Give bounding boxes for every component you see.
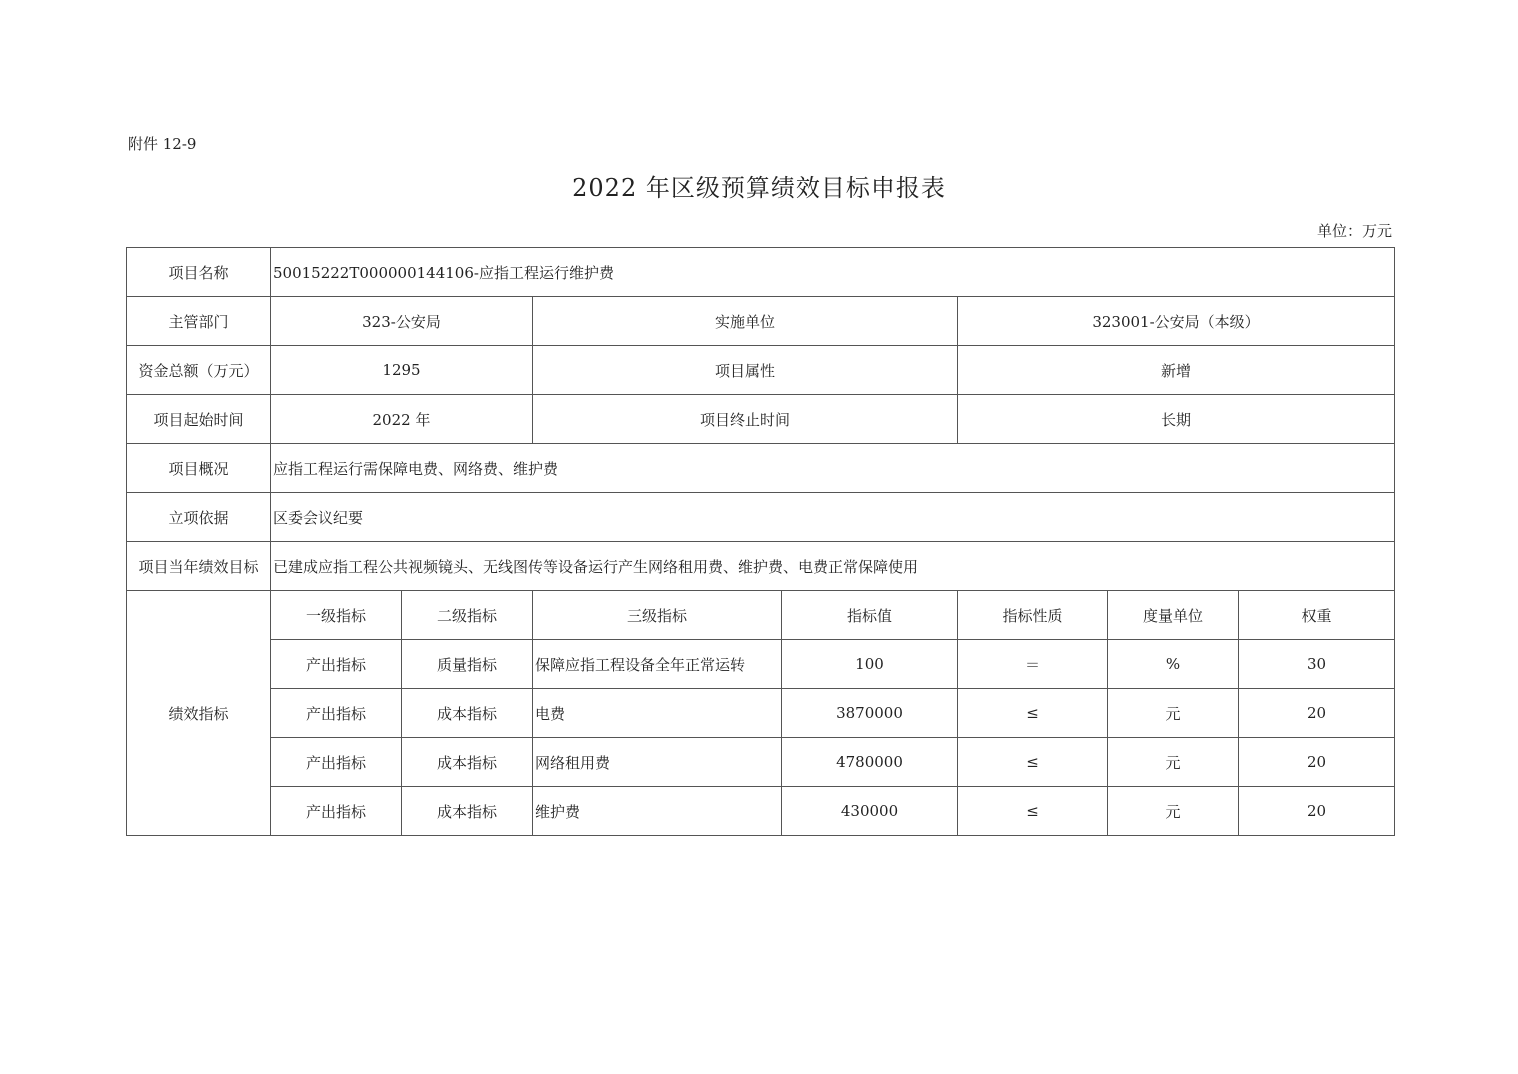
row-project-name xyxy=(127,248,1395,297)
value-cell: 100 xyxy=(782,640,958,689)
indicators-section-label: 绩效指标 xyxy=(127,591,271,836)
fund-total-label: 资金总额（万元） xyxy=(127,346,271,395)
end-time-label: 项目终止时间 xyxy=(533,395,958,444)
table-row xyxy=(127,689,1395,738)
level1-cell: 产出指标 xyxy=(271,640,402,689)
header-level3: 三级指标 xyxy=(533,591,782,640)
fund-total-value: 1295 xyxy=(271,346,533,395)
start-time-label: 项目起始时间 xyxy=(127,395,271,444)
unit-cell: 元 xyxy=(1108,689,1239,738)
nature-cell: ＝ xyxy=(958,640,1108,689)
header-level1: 一级指标 xyxy=(271,591,402,640)
row-goal xyxy=(127,542,1395,591)
level3-cell: 维护费 xyxy=(533,787,782,836)
end-time-value: 长期 xyxy=(958,395,1395,444)
value-cell: 4780000 xyxy=(782,738,958,787)
header-nature: 指标性质 xyxy=(958,591,1108,640)
annual-goal-value: 已建成应指工程公共视频镜头、无线图传等设备运行产生网络租用费、维护费、电费正常保障使用 xyxy=(271,542,1395,591)
attachment-label: 附件 12-9 xyxy=(128,135,197,153)
table-row xyxy=(127,738,1395,787)
project-name-value: 50015222T000000144106-应指工程运行维护费 xyxy=(271,248,1395,297)
level2-cell: 成本指标 xyxy=(402,738,533,787)
level2-cell: 成本指标 xyxy=(402,689,533,738)
table-row xyxy=(127,640,1395,689)
weight-cell: 20 xyxy=(1239,738,1395,787)
level1-cell: 产出指标 xyxy=(271,787,402,836)
indicator-header-row xyxy=(127,591,1395,640)
project-attribute-label: 项目属性 xyxy=(533,346,958,395)
nature-cell: ≤ xyxy=(958,689,1108,738)
overview-label: 项目概况 xyxy=(127,444,271,493)
page-title: 2022 年区级预算绩效目标申报表 xyxy=(572,174,946,202)
level3-cell: 电费 xyxy=(533,689,782,738)
header-value: 指标值 xyxy=(782,591,958,640)
unit-cell: % xyxy=(1108,640,1239,689)
weight-cell: 20 xyxy=(1239,689,1395,738)
department-label: 主管部门 xyxy=(127,297,271,346)
implementing-unit-label: 实施单位 xyxy=(533,297,958,346)
value-cell: 3870000 xyxy=(782,689,958,738)
level2-cell: 质量指标 xyxy=(402,640,533,689)
header-level2: 二级指标 xyxy=(402,591,533,640)
level1-cell: 产出指标 xyxy=(271,738,402,787)
start-time-value: 2022 年 xyxy=(271,395,533,444)
row-basis xyxy=(127,493,1395,542)
department-value: 323-公安局 xyxy=(271,297,533,346)
unit-label: 单位：万元 xyxy=(1316,222,1392,240)
implementing-unit-value: 323001-公安局（本级） xyxy=(958,297,1395,346)
project-attribute-value: 新增 xyxy=(958,346,1395,395)
level3-cell: 保障应指工程设备全年正常运转 xyxy=(533,640,782,689)
project-name-label: 项目名称 xyxy=(127,248,271,297)
weight-cell: 30 xyxy=(1239,640,1395,689)
header-weight: 权重 xyxy=(1239,591,1395,640)
value-cell: 430000 xyxy=(782,787,958,836)
row-overview xyxy=(127,444,1395,493)
weight-cell: 20 xyxy=(1239,787,1395,836)
nature-cell: ≤ xyxy=(958,787,1108,836)
nature-cell: ≤ xyxy=(958,738,1108,787)
row-department xyxy=(127,297,1395,346)
level1-cell: 产出指标 xyxy=(271,689,402,738)
level2-cell: 成本指标 xyxy=(402,787,533,836)
unit-cell: 元 xyxy=(1108,738,1239,787)
table-row xyxy=(127,787,1395,836)
header-unit: 度量单位 xyxy=(1108,591,1239,640)
overview-value: 应指工程运行需保障电费、网络费、维护费 xyxy=(271,444,1395,493)
basis-label: 立项依据 xyxy=(127,493,271,542)
unit-cell: 元 xyxy=(1108,787,1239,836)
annual-goal-label: 项目当年绩效目标 xyxy=(127,542,271,591)
row-fund xyxy=(127,346,1395,395)
row-period xyxy=(127,395,1395,444)
budget-target-table xyxy=(126,247,1395,836)
basis-value: 区委会议纪要 xyxy=(271,493,1395,542)
level3-cell: 网络租用费 xyxy=(533,738,782,787)
